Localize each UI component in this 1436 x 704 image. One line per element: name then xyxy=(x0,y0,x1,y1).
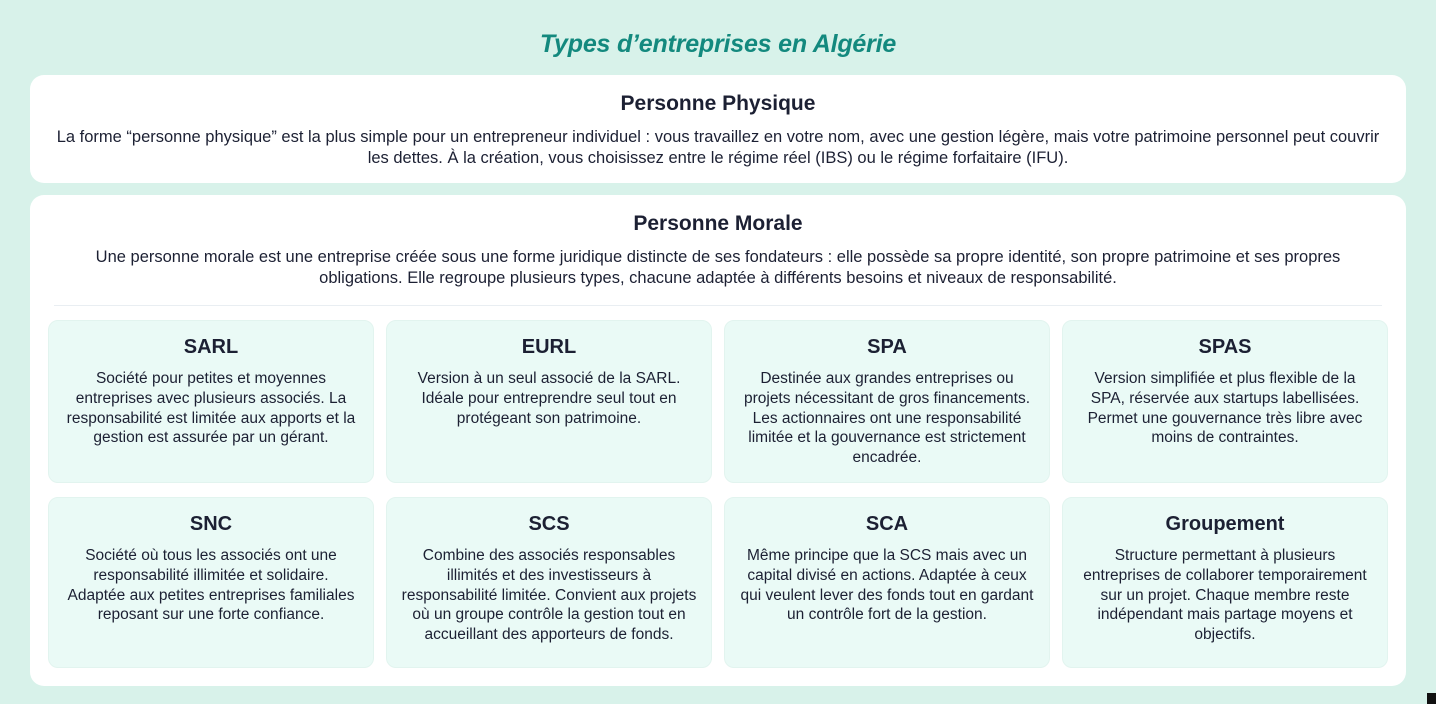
company-type-name: SNC xyxy=(189,512,233,535)
section-heading-personne-morale: Personne Morale xyxy=(633,212,803,235)
company-type-card-groupement[interactable] xyxy=(1062,497,1388,668)
section-card-personne-morale xyxy=(30,195,1406,686)
company-type-description: Combine des associés responsables illimités et des investisseurs à responsabilité limitée. Convient aux projets où un groupe contrôle la gestion tout en accueillant des apporteurs de fonds. xyxy=(401,546,697,644)
company-type-card-spas[interactable] xyxy=(1062,320,1388,483)
company-type-name: SPAS xyxy=(1198,336,1252,358)
company-type-name: EURL xyxy=(521,336,577,358)
company-type-card-scs[interactable] xyxy=(386,497,712,668)
cursor-artifact xyxy=(1427,693,1436,704)
company-type-description: Structure permettant à plusieurs entreprises de collaborer temporairement sur un projet. Chaque membre reste indépendant mais partage moyens et objectifs. xyxy=(1083,546,1367,644)
section-heading-personne-physique: Personne Physique xyxy=(620,92,816,115)
company-type-card-eurl[interactable] xyxy=(386,320,712,483)
company-type-description: Destinée aux grandes entreprises ou projets nécessitant de gros financements. Les actionnaires ont une responsabilité limitée et la gouvernance est strictement encadrée. xyxy=(743,370,1031,467)
company-types-grid-row-2 xyxy=(48,497,1388,668)
section-divider xyxy=(54,305,1382,306)
company-type-name: SPA xyxy=(867,336,907,358)
company-type-description: Société où tous les associés ont une responsabilité illimitée et solidaire. Adaptée aux petites entreprises familiales reposant sur une forte confiance. xyxy=(67,546,355,624)
company-type-description: Même principe que la SCS mais avec un capital divisé en actions. Adaptée à ceux qui veulent lever des fonds tout en gardant un contrôle fort de la gestion. xyxy=(740,546,1034,624)
company-types-grid-row-1 xyxy=(48,320,1388,483)
company-type-description: Version simplifiée et plus flexible de la SPA, réservée aux startups labellisées. Permet une gouvernance très libre avec moins de contraintes. xyxy=(1087,370,1363,447)
company-type-description: Société pour petites et moyennes entreprises avec plusieurs associés. La responsabilité est limitée aux apports et la gestion est assurée par un gérant. xyxy=(66,370,356,447)
section-card-personne-physique xyxy=(30,75,1406,183)
section-description-personne-physique: La forme “personne physique” est la plus simple pour un entrepreneur individuel : vous travaillez en votre nom, avec une gestion légère, mais votre patrimoine personnel peut couvrir les dettes. À la création, vous choisissez entre le régime réel (IBS) ou le régime forfaitaire (IFU). xyxy=(56,128,1380,167)
company-type-card-snc[interactable] xyxy=(48,497,374,668)
company-type-name: SCA xyxy=(865,512,909,535)
company-type-description: Version à un seul associé de la SARL. Idéale pour entreprendre seul tout en protégeant son patrimoine. xyxy=(417,370,681,427)
company-type-name: Groupement xyxy=(1165,512,1285,535)
section-description-personne-morale: Une personne morale est une entreprise créée sous une forme juridique distincte de ses fondateurs : elle possède sa propre identité, son propre patrimoine et ses propres obligations. Elle regroupe plusieurs types, chacune adaptée à différents besoins et niveaux de responsabilité. xyxy=(95,248,1341,287)
company-type-name: SCS xyxy=(528,512,570,535)
page-title: Types d’entreprises en Algérie xyxy=(539,30,897,58)
company-type-card-sca[interactable] xyxy=(724,497,1050,668)
company-type-card-spa[interactable] xyxy=(724,320,1050,483)
company-type-name: SARL xyxy=(183,336,239,358)
company-type-card-sarl[interactable] xyxy=(48,320,374,483)
